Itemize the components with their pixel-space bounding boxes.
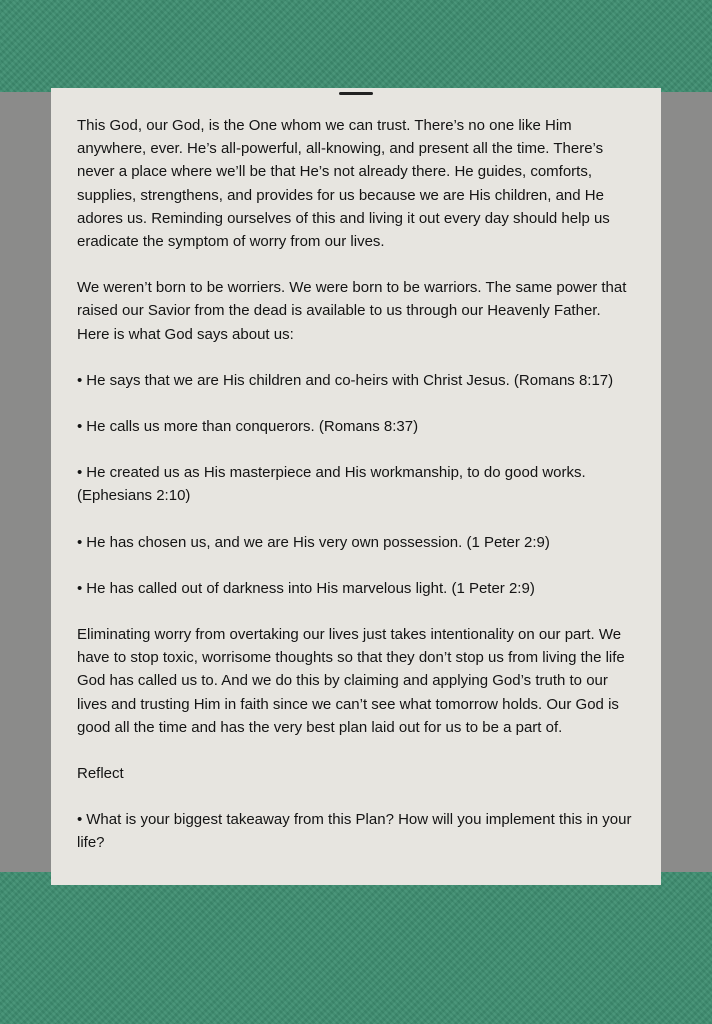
bullet-icon: • <box>77 371 83 389</box>
list-item-text: He has called out of darkness into His marvelous light. (1 Peter 2:9) <box>86 579 535 597</box>
list-item-text: He created us as His masterpiece and His workmanship, to do good works. (Ephesians 2:10) <box>77 464 586 505</box>
background-top <box>0 0 712 92</box>
list-item <box>77 577 635 600</box>
reflect-heading: Reflect <box>77 765 124 783</box>
reflect-item <box>77 808 635 854</box>
bullet-icon: • <box>77 533 83 551</box>
bullet-icon: • <box>77 579 83 597</box>
paragraph-2: We weren’t born to be worriers. We were born to be warriors. The same power that raised our Savior from the dead is available to us through our Heavenly Father. Here is what God says about us: <box>77 279 627 343</box>
overlay-left <box>0 92 52 876</box>
reflect-item-text: What is your biggest takeaway from this Plan? How will you implement this in your life? <box>77 811 632 852</box>
bullet-icon: • <box>77 418 83 436</box>
list-item-text: He calls us more than conquerors. (Romans 8:37) <box>86 418 419 436</box>
list-item <box>77 461 635 507</box>
reading-sheet[interactable] <box>51 88 661 885</box>
list-item-text: He says that we are His children and co-heirs with Christ Jesus. (Romans 8:17) <box>86 371 614 389</box>
paragraph-1: This God, our God, is the One whom we can trust. There’s no one like Him anywhere, ever. He’s all-powerful, all-knowing, and present all the time. There’s never a place where we’ll be that He’s not already there. He guides, comforts, supplies, strengthens, and provides for us because we are His children, and He adores us. Reminding ourselves of this and living it out every day should help us eradicate the symptom of worry from our lives. <box>77 117 610 251</box>
list-item <box>77 369 635 392</box>
list-item <box>77 531 635 554</box>
overlay-right <box>660 92 712 876</box>
list-item-text: He has chosen us, and we are His very own possession. (1 Peter 2:9) <box>86 533 550 551</box>
paragraph-3: Eliminating worry from overtaking our lives just takes intentionality on our part. We have to stop toxic, worrisome thoughts so that they don’t stop us from living the life God has called us to. And we do this by claiming and applying God’s truth to our lives and trusting Him in faith since we can’t see what tomorrow holds. Our God is good all the time and has the very best plan laid out for us to be a part of. <box>77 626 625 736</box>
bullet-icon: • <box>77 464 83 482</box>
bullet-icon: • <box>77 811 83 829</box>
list-item <box>77 415 635 438</box>
background-bottom <box>0 872 712 1024</box>
drag-handle[interactable] <box>339 92 373 95</box>
